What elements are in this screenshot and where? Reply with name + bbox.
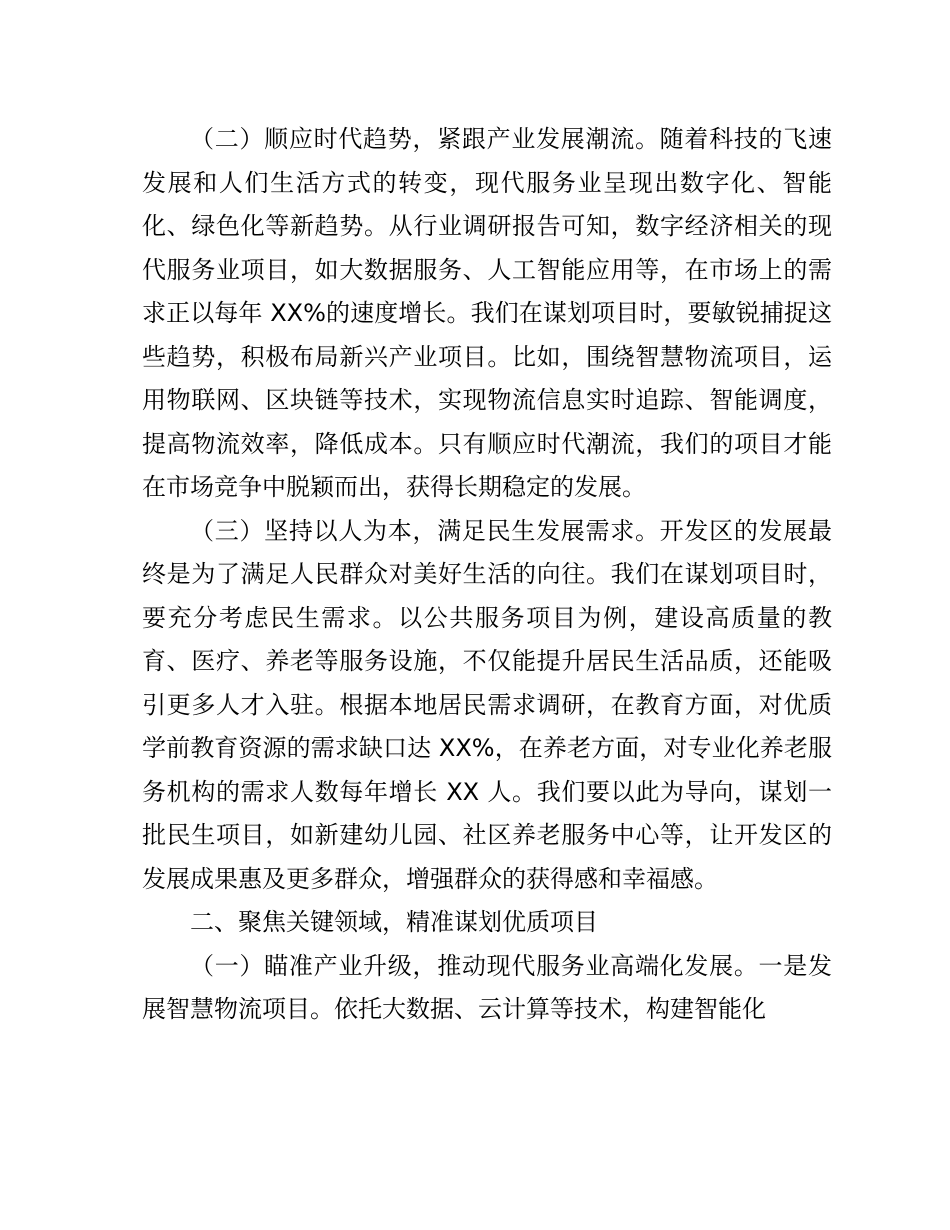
paragraph-livelihood: （三）坚持以人为本，满足民生发展需求。开发区的发展最终是为了满足人民群众对美好生活的向往。我们在谋划项目时，要充分考虑民生需求。以公共服务项目为例，建设高质量的教育、医疗、养老等服务设施，不仅能提升居民生活品质，还能吸引更多人才入驻。根据本地居民需求调研，在教育方面，对优质学前教育资源的需求缺口达 XX%，在养老方面，对专业化养老服务机构的需求人数每年增长 XX 人。我们要以此为导向，谋划一批民生项目，如新建幼儿园、社区养老服务中心等，让开发区的发展成果惠及更多群众，增强群众的获得感和幸福感。 bbox=[142, 516, 832, 893]
section-heading: 二、聚焦关键领域，精准谋划优质项目 bbox=[190, 908, 598, 936]
paragraph-trend: （二）顺应时代趋势，紧跟产业发展潮流。随着科技的飞速发展和人们生活方式的转变，现代服务业呈现出数字化、智能化、绿色化等新趋势。从行业调研报告可知，数字经济相关的现代服务业项目，如大数据服务、人工智能应用等，在市场上的需求正以每年 XX%的速度增长。我们在谋划项目时，要敏锐捕捉这些趋势，积极布局新兴产业项目。比如，围绕智慧物流项目，运用物联网、区块链等技术，实现物流信息实时追踪、智能调度，提高物流效率，降低成本。只有顺应时代潮流，我们的项目才能在市场竞争中脱颖而出，获得长期稳定的发展。 bbox=[142, 125, 832, 501]
paragraph-industry-upgrade: （一）瞄准产业升级，推动现代服务业高端化发展。一是发展智慧物流项目。依托大数据、云计算等技术，构建智能化 bbox=[142, 951, 832, 1023]
document-body bbox=[142, 118, 832, 1032]
